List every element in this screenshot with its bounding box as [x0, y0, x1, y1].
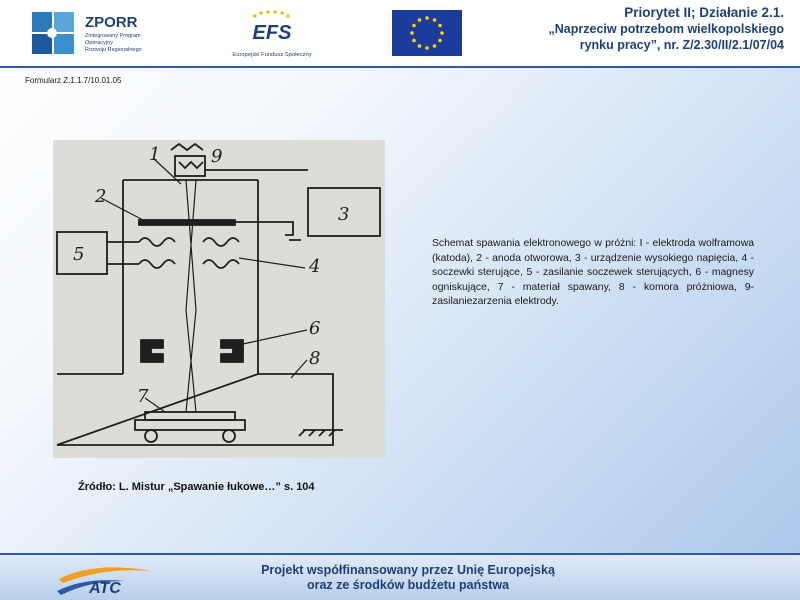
funding-note-line-2: oraz ze środków budżetu państwa — [306, 578, 510, 592]
zporr-logo — [30, 8, 160, 60]
eu-flag-icon — [392, 10, 462, 56]
zporr-sub-2: Operacyjny — [85, 40, 113, 46]
anode-plate — [139, 220, 235, 225]
form-id: Formularz Z.1.1.7/10.01.05 — [25, 76, 122, 85]
efs-stars-icon — [253, 10, 289, 17]
efs-name: EFS — [252, 22, 292, 44]
zporr-name: ZPORR — [85, 14, 138, 31]
project-title-line-3: rynku pracy”, nr. Z/2.30/II/2.1/07/04 — [579, 38, 784, 52]
figure-label-6: 6 — [309, 318, 321, 339]
source-citation: Źródło: L. Mistur „Spawanie łukowe…” s. 104 — [78, 481, 315, 493]
project-title-line-1: Priorytet II; Działanie 2.1. — [624, 5, 784, 20]
electron-beam-welding-diagram — [53, 140, 385, 458]
project-title-line-2: „Naprzeciw potrzebom wielkopolskiego — [548, 22, 784, 36]
header-divider — [0, 66, 800, 68]
project-title — [484, 5, 784, 53]
funding-note-line-1: Projekt współfinansowany przez Unię Europejską — [261, 563, 555, 577]
funding-note — [228, 563, 588, 593]
efs-logo — [225, 6, 320, 62]
figure-label-2: 2 — [95, 186, 107, 207]
atc-name: ATC — [89, 580, 121, 597]
zporr-sub-3: Rozwoju Regionalnego — [85, 47, 142, 53]
footer-divider — [0, 553, 800, 555]
atc-logo — [55, 557, 155, 597]
figure-label-3: 3 — [338, 204, 350, 225]
figure-caption: Schemat spawania elektronowego w próżni: I - elektroda wolframowa (katoda), 2 - anoda otworowa, 3 - urządzenie wysokiego napięcia, 4 - soczewki sterujące, 5 - zasilanie soczewek sterujących, 6 - magnesy ogniskujące, 7 - materiał spawany, 8 - komora próżniowa, 9-zasilaniezarzenia elektrody. — [432, 238, 754, 308]
efs-sub: Europejski Fundusz Społeczny — [232, 52, 312, 58]
zporr-sub-1: Zintegrowany Program — [85, 33, 141, 39]
figure-label-9: 9 — [211, 146, 223, 167]
figure-label-8: 8 — [309, 348, 321, 369]
figure-label-7: 7 — [137, 386, 149, 407]
figure-label-1: 1 — [149, 144, 161, 165]
figure-label-5: 5 — [73, 244, 85, 265]
figure-label-4: 4 — [309, 256, 321, 277]
